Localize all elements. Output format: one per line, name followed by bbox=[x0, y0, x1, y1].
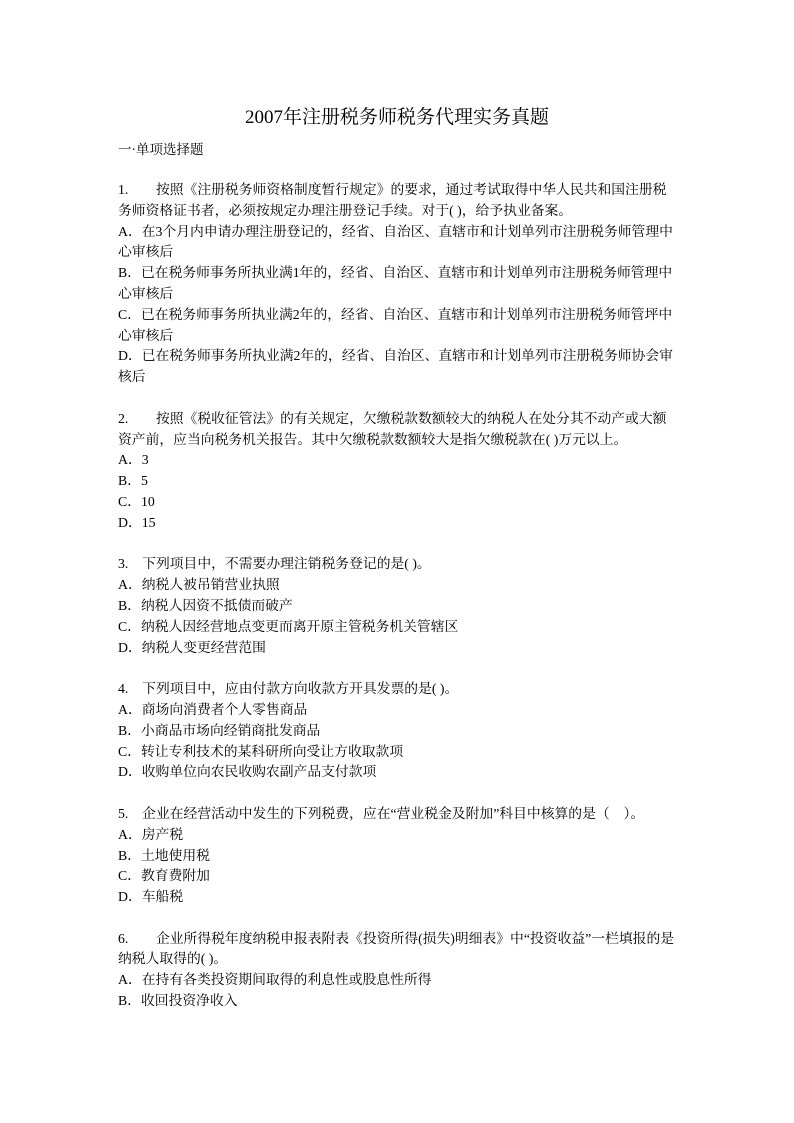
option-a: A．纳税人被吊销营业执照 bbox=[118, 577, 280, 593]
question-5 bbox=[118, 804, 676, 908]
option-a: A．房产税 bbox=[118, 826, 184, 842]
question-stem: 3. 下列项目中，不需要办理注销税务登记的是( )。 bbox=[118, 556, 431, 572]
option-a: A．商场向消费者个人零售商品 bbox=[118, 701, 308, 717]
option-c: C．10 bbox=[118, 493, 155, 509]
option-d: D．车船税 bbox=[118, 889, 184, 905]
option-d: D．纳税人变更经营范围 bbox=[118, 639, 266, 655]
question-6 bbox=[118, 929, 676, 1012]
question-stem: 4. 下列项目中，应由付款方向收款方开具发票的是( )。 bbox=[118, 681, 459, 697]
option-b: B．纳税人因资不抵债而破产 bbox=[118, 597, 293, 613]
option-a: A．在持有各类投资期间取得的利息性或股息性所得 bbox=[118, 972, 432, 988]
question-3 bbox=[118, 554, 676, 658]
question-2 bbox=[118, 409, 676, 534]
option-a: A．3 bbox=[118, 452, 149, 468]
question-stem: 2. 按照《税收征管法》的有关规定，欠缴税款数额较大的纳税人在处分其不动产或大额资产前，应当向税务机关报告。其中欠缴税款数额较大是指欠缴税款在( )万元以上。 bbox=[118, 410, 667, 447]
option-c: C．教育费附加 bbox=[118, 868, 210, 884]
question-1 bbox=[118, 180, 676, 388]
option-c: C．纳税人因经营地点变更而离开原主管税务机关管辖区 bbox=[118, 618, 459, 634]
option-b: B．小商品市场向经销商批发商品 bbox=[118, 722, 321, 738]
option-b: B．5 bbox=[118, 473, 148, 489]
option-d: D．15 bbox=[118, 514, 156, 530]
question-stem: 5. 企业在经营活动中发生的下列税费，应在“营业税金及附加”科目中核算的是（ ）。 bbox=[118, 805, 645, 821]
question-list bbox=[118, 180, 676, 1033]
option-a: A．在3个月内申请办理注册登记的，经省、自治区、直辖市和计划单列市注册税务师管理中心审核后 bbox=[118, 223, 673, 260]
section-title: 一·单项选择题 bbox=[118, 142, 204, 157]
document-title: 2007年注册税务师税务代理实务真题 bbox=[244, 107, 549, 128]
option-c: C．转让专利技术的某科研所向受让方收取款项 bbox=[118, 743, 404, 759]
option-d: D．已在税务师事务所执业满2年的，经省、自治区、直辖市和计划单列市注册税务师协会审核后 bbox=[118, 348, 673, 385]
option-d: D．收购单位向农民收购农副产品支付款项 bbox=[118, 764, 377, 780]
option-b: B．收回投资净收入 bbox=[118, 993, 238, 1009]
question-stem: 1. 按照《注册税务师资格制度暂行规定》的要求，通过考试取得中华人民共和国注册税务师资格证书者，必须按规定办理注册登记手续。对于( )，给予执业备案。 bbox=[118, 182, 667, 218]
question-4 bbox=[118, 679, 676, 783]
question-stem: 6. 企业所得税年度纳税申报表附表《投资所得(损失)明细表》中“投资收益”一栏填报的是纳税人取得的( )。 bbox=[118, 930, 675, 967]
option-b: B．已在税务师事务所执业满1年的，经省、自治区、直辖市和计划单列市注册税务师管理中心审核后 bbox=[118, 265, 673, 301]
option-b: B．土地使用税 bbox=[118, 847, 210, 863]
option-c: C．已在税务师事务所执业满2年的，经省、自治区、直辖市和计划单列市注册税务师管坪中心审核后 bbox=[118, 306, 673, 343]
